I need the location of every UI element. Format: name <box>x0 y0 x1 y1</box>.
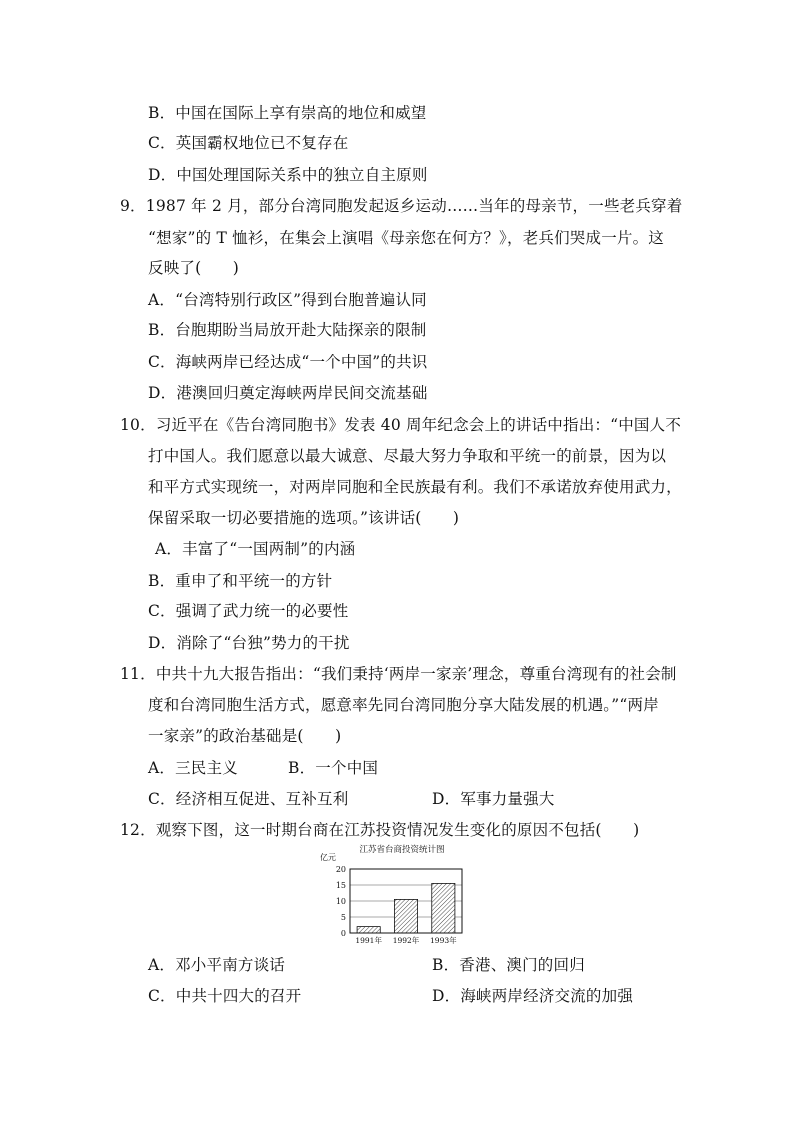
q11-option-b: B．一个中国 <box>288 759 379 777</box>
q9-stem-line2: “想家”的 T 恤衫，在集会上演唱《母亲您在何方？》，老兵们哭成一片。这 <box>148 229 664 247</box>
q12-option-a: A．邓小平南方谈话 <box>148 956 285 974</box>
q11-stem-line2: 度和台湾同胞生活方式，愿意率先同台湾同胞分享大陆发展的机遇。”“两岸 <box>148 696 659 714</box>
chart-x-tick-label: 1991年 <box>355 936 382 945</box>
q12-stem-line1: 12．观察下图，这一时期台商在江苏投资情况发生变化的原因不包括( ) <box>120 821 640 839</box>
chart-title: 江苏省台商投资统计图 <box>359 845 445 855</box>
q10-stem-line3: 和平方式实现统一，对两岸同胞和全民族最有利。我们不承诺放弃使用武力， <box>148 478 682 496</box>
q9-stem-line1: 9．1987 年 2 月，部分台湾同胞发起返乡运动……当年的母亲节，一些老兵穿着 <box>120 197 683 215</box>
q12-option-b: B．香港、澳门的回归 <box>432 956 585 974</box>
q9-option-d: D．港澳回归奠定海峡两岸民间交流基础 <box>148 384 428 402</box>
chart-y-tick-label: 20 <box>335 865 346 874</box>
q10-option-a: A．丰富了“一国两制”的内涵 <box>155 540 356 558</box>
chart-y-tick-label: 0 <box>340 929 346 938</box>
chart-x-tick-label: 1992年 <box>392 936 420 945</box>
q11-option-d: D．军事力量强大 <box>432 790 555 808</box>
q8-option-c: C．英国霸权地位已不复存在 <box>148 134 349 152</box>
q12-option-c: C．中共十四大的召开 <box>148 987 302 1005</box>
q9-stem-line3: 反映了( ) <box>148 259 239 277</box>
q11-option-c: C．经济相互促进、互补互利 <box>148 790 349 808</box>
q12-option-d: D．海峡两岸经济交流的加强 <box>432 987 634 1005</box>
q10-stem-line1: 10．习近平在《告台湾同胞书》发表 40 周年纪念会上的讲话中指出：“中国人不 <box>120 416 682 434</box>
q9-option-b: B．台胞期盼当局放开赴大陆探亲的限制 <box>148 321 427 339</box>
q11-stem-line3: 一家亲”的政治基础是( ) <box>148 727 342 745</box>
q11-option-a: A．三民主义 <box>148 759 238 777</box>
q9-option-c: C．海峡两岸已经达成“一个中国”的共识 <box>148 353 428 371</box>
q10-option-d: D．消除了“台独”势力的干扰 <box>148 634 350 652</box>
chart-y-tick-label: 15 <box>335 881 346 890</box>
q8-option-d: D．中国处理国际关系中的独立自主原则 <box>148 166 428 184</box>
q10-stem-line2: 打中国人。我们愿意以最大诚意、尽最大努力争取和平统一的前景，因为以 <box>148 447 667 465</box>
chart-x-tick-label: 1993年 <box>430 936 457 945</box>
chart-y-tick-label: 5 <box>340 913 346 922</box>
chart-y-tick-label: 10 <box>335 897 346 906</box>
q10-option-c: C．强调了武力统一的必要性 <box>148 602 349 620</box>
q10-stem-line4: 保留采取一切必要措施的选项。”该讲话( ) <box>148 509 460 527</box>
chart-bar <box>357 927 380 933</box>
q8-option-b: B．中国在国际上享有崇高的地位和威望 <box>148 104 427 122</box>
q10-option-b: B．重申了和平统一的方针 <box>148 572 333 590</box>
chart-bar <box>394 899 417 933</box>
q9-option-a: A．“台湾特别行政区”得到台胞普遍认同 <box>148 291 427 309</box>
investment-bar-chart <box>318 842 468 948</box>
chart-y-unit-label: 亿元 <box>320 853 336 862</box>
chart-bar <box>432 883 455 933</box>
q11-stem-line1: 11．中共十九大报告指出：“我们秉持‘两岸一家亲’理念，尊重台湾现有的社会制 <box>120 665 677 683</box>
